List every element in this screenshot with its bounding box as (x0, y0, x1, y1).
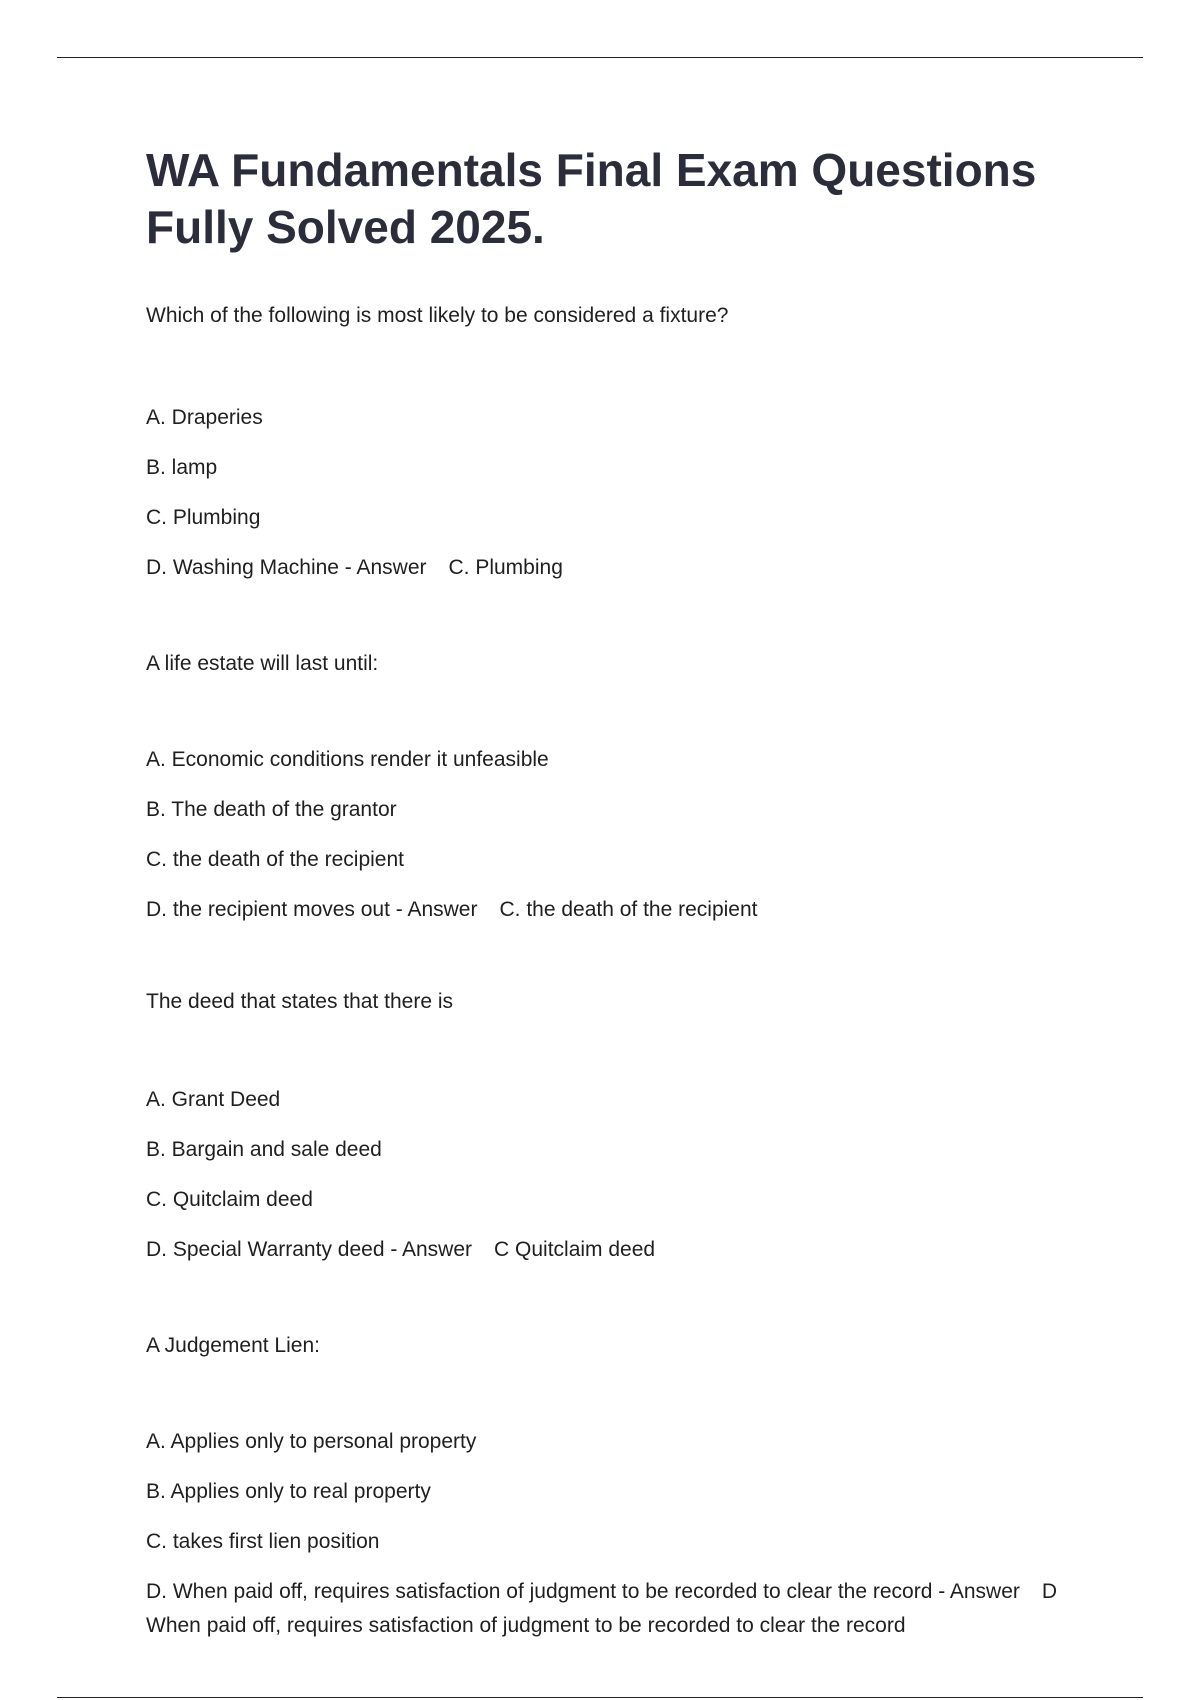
answer-text: C. the death of the recipient (499, 898, 758, 921)
answer-text: D When paid off, requires satisfaction of judgment to be recorded to clear the record (146, 1580, 1058, 1637)
top-rule (57, 57, 1143, 58)
option-b: B. lamp (146, 456, 218, 479)
title-line-2: Fully Solved 2025. (146, 201, 545, 253)
question-block (146, 1331, 1106, 1643)
answer-text: C. Plumbing (448, 556, 563, 579)
option-c: C. the death of the recipient (146, 848, 404, 871)
question-prompt: The deed that states that there is (146, 990, 454, 1013)
question-prompt: Which of the following is most likely to be considered a fixture? (146, 304, 729, 327)
option-list (146, 401, 1106, 585)
option-d: D. the recipient moves out - Answer (146, 898, 478, 921)
option-d: D. Washing Machine - Answer (146, 556, 427, 579)
option-list (146, 743, 1106, 927)
option-a: A. Grant Deed (146, 1088, 281, 1111)
option-d: D. Special Warranty deed - Answer (146, 1238, 473, 1261)
question-block (146, 987, 1106, 1267)
option-d-with-answer (146, 551, 1106, 585)
option-list (146, 1083, 1106, 1267)
option-b: B. Bargain and sale deed (146, 1138, 382, 1161)
bottom-rule (57, 1697, 1143, 1698)
option-list (146, 1425, 1106, 1643)
option-a: A. Economic conditions render it unfeasible (146, 748, 549, 771)
question-prompt: A Judgement Lien: (146, 1334, 320, 1357)
option-c: C. Plumbing (146, 506, 261, 529)
option-d-with-answer (146, 1233, 1106, 1267)
option-b: B. The death of the grantor (146, 798, 397, 821)
question-prompt: A life estate will last until: (146, 652, 379, 675)
question-block (146, 649, 1106, 927)
option-b: B. Applies only to real property (146, 1480, 431, 1503)
option-a: A. Draperies (146, 406, 263, 429)
option-d-with-answer (146, 893, 1106, 927)
answer-text: C Quitclaim deed (494, 1238, 656, 1261)
document-title (146, 142, 1106, 256)
option-d: D. When paid off, requires satisfaction of judgment to be recorded to clear the record - Answer (146, 1580, 1020, 1603)
option-a: A. Applies only to personal property (146, 1430, 477, 1453)
question-block (146, 301, 1106, 585)
option-c: C. Quitclaim deed (146, 1188, 313, 1211)
option-d-with-answer (146, 1575, 1106, 1643)
title-line-1: WA Fundamentals Final Exam Questions (146, 144, 1037, 196)
option-c: C. takes first lien position (146, 1530, 380, 1553)
document-body (146, 142, 1106, 1643)
